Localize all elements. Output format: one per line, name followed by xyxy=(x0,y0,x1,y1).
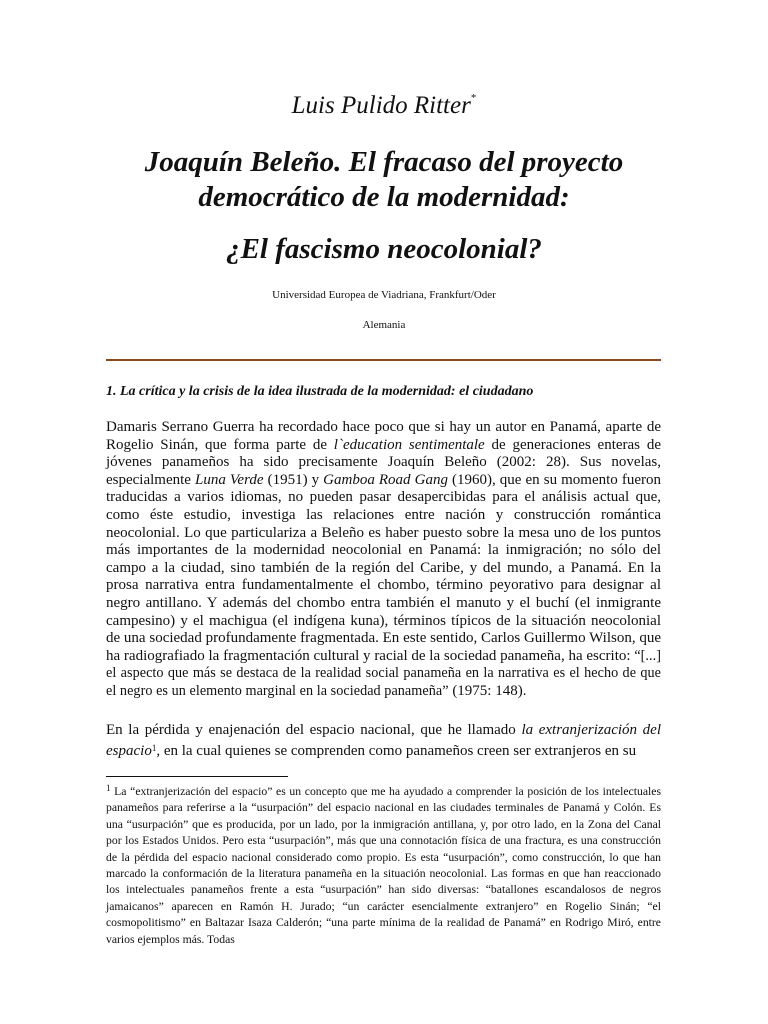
para1-italic-term: l`education sentimentale xyxy=(333,436,485,453)
affiliation-university: Universidad Europea de Viadriana, Frankfurt/Oder xyxy=(272,289,496,301)
paper-subtitle: ¿El fascismo neocolonial? xyxy=(226,233,542,265)
author-name: Luis Pulido Ritter xyxy=(291,92,471,119)
paper-title xyxy=(0,145,768,215)
para1-text: Damaris Serrano Guerra ha recordado hace poco que si hay un autor en Panamá, aparte de Rogelio Sinán, que forma parte de xyxy=(106,419,661,453)
para1-text: (1960), que en su momento fueron traducidas a varios idiomas, no pueden pasar desapercibidas para el análisis actual que, como éste estudio, investiga las relaciones entre nación y construcción romántica neocolonial. Lo que particulariza a Beleño es haber puesto sobre la mesa uno de los puntos más importantes de la modernidad neocolonial en Panamá: la inmigración; no sólo del campo a la ciudad, sino también de la región del Caribe, y del mundo, a Panamá. En la prosa narrativa entra fundamentalmente el chombo, término peyorativo para designar al negro antillano. Y además del chombo entra también el manuto y el buchí (el inmigrante campesino) y el machigua (el indígena kuna), términos típicos de la situación neocolonial de una sociedad profundamente fragmentada. En este sentido, Carlos Guillermo Wilson, que ha radiografiado la fragmentación cultural y racial de la sociedad panameña, ha escrito: xyxy=(106,471,661,664)
para2-text: En la pérdida y enajenación del espacio nacional, que he llamado xyxy=(106,722,522,738)
footnote-number: 1 xyxy=(106,783,111,793)
para1-text: (1951) y xyxy=(263,471,324,488)
footnote-text: La “extranjerización del espacio” es un concepto que me ha ayudado a comprender la posición de los intelectuales panameños para referirse a la “usurpación” del espacio nacional en las ciudades terminales de Panamá y Colón. Es una “usurpación” que es producida, por un lado, por la inmigración antillana, y, por otro lado, en la Zona del Canal por los Estados Unidos. Pero esta “usurpación”, más que una connotación física de una fractura, es una construcción de la pérdida del espacio nacional considerado como propio. Es esta “usurpación”, como construcción, lo que han marcado la conformación de la literatura panameña en la situación neocolonial. Las formas en que han reaccionado los intelectuales panameños frente a esta “usurpación” han sido diversas: “batallones escandalosos de negros jamaicanos” aparecen en Ramón H. Jurado; “un carácter esencialmente extranjero” en Rogelio Sinán; “el cosmopolitismo” en Baltazar Isaza Calderón; “una parte mínima de la realidad de Panamá” en Rodrigo Miró, entre varios ejemplos más. Todas xyxy=(106,785,661,946)
section-heading: 1. La crítica y la crisis de la idea ilustrada de la modernidad: el ciudadano xyxy=(106,384,534,399)
novel-title-gamboa-road-gang: Gamboa Road Gang xyxy=(323,471,448,488)
affiliation-country: Alemania xyxy=(362,319,406,331)
footnote-divider xyxy=(106,776,288,777)
title-line-2: democrático de la modernidad: xyxy=(198,181,570,213)
author-footnote-mark[interactable]: * xyxy=(470,92,477,104)
header-divider xyxy=(106,359,661,361)
author-line xyxy=(0,92,768,120)
footnote-reference-1[interactable]: 1 xyxy=(151,742,157,753)
novel-title-luna-verde: Luna Verde xyxy=(195,471,264,488)
para1-text: de generaciones enteras de jóvenes panameños ha sido precisamente Joaquín Beleño (2002: 28). Sus novelas, especialmente xyxy=(106,436,661,488)
para2-italic-term: la extranjerización del espacio xyxy=(106,722,661,759)
title-line-1: Joaquín Beleño. El fracaso del proyecto xyxy=(144,146,624,178)
body-paragraph-2 xyxy=(106,722,661,760)
body-paragraph-1 xyxy=(106,419,661,701)
footnote-1 xyxy=(106,780,661,948)
para1-citation: (1975: 148). xyxy=(448,682,527,699)
para2-text: , en la cual quienes se comprenden como panameños creen ser extranjeros en su xyxy=(156,742,637,759)
block-quote: “[...] el aspecto que más se destaca de la realidad social panameña en la narrativa es el hecho de que el negro es un elemento marginal en la sociedad panameña” xyxy=(106,647,661,699)
